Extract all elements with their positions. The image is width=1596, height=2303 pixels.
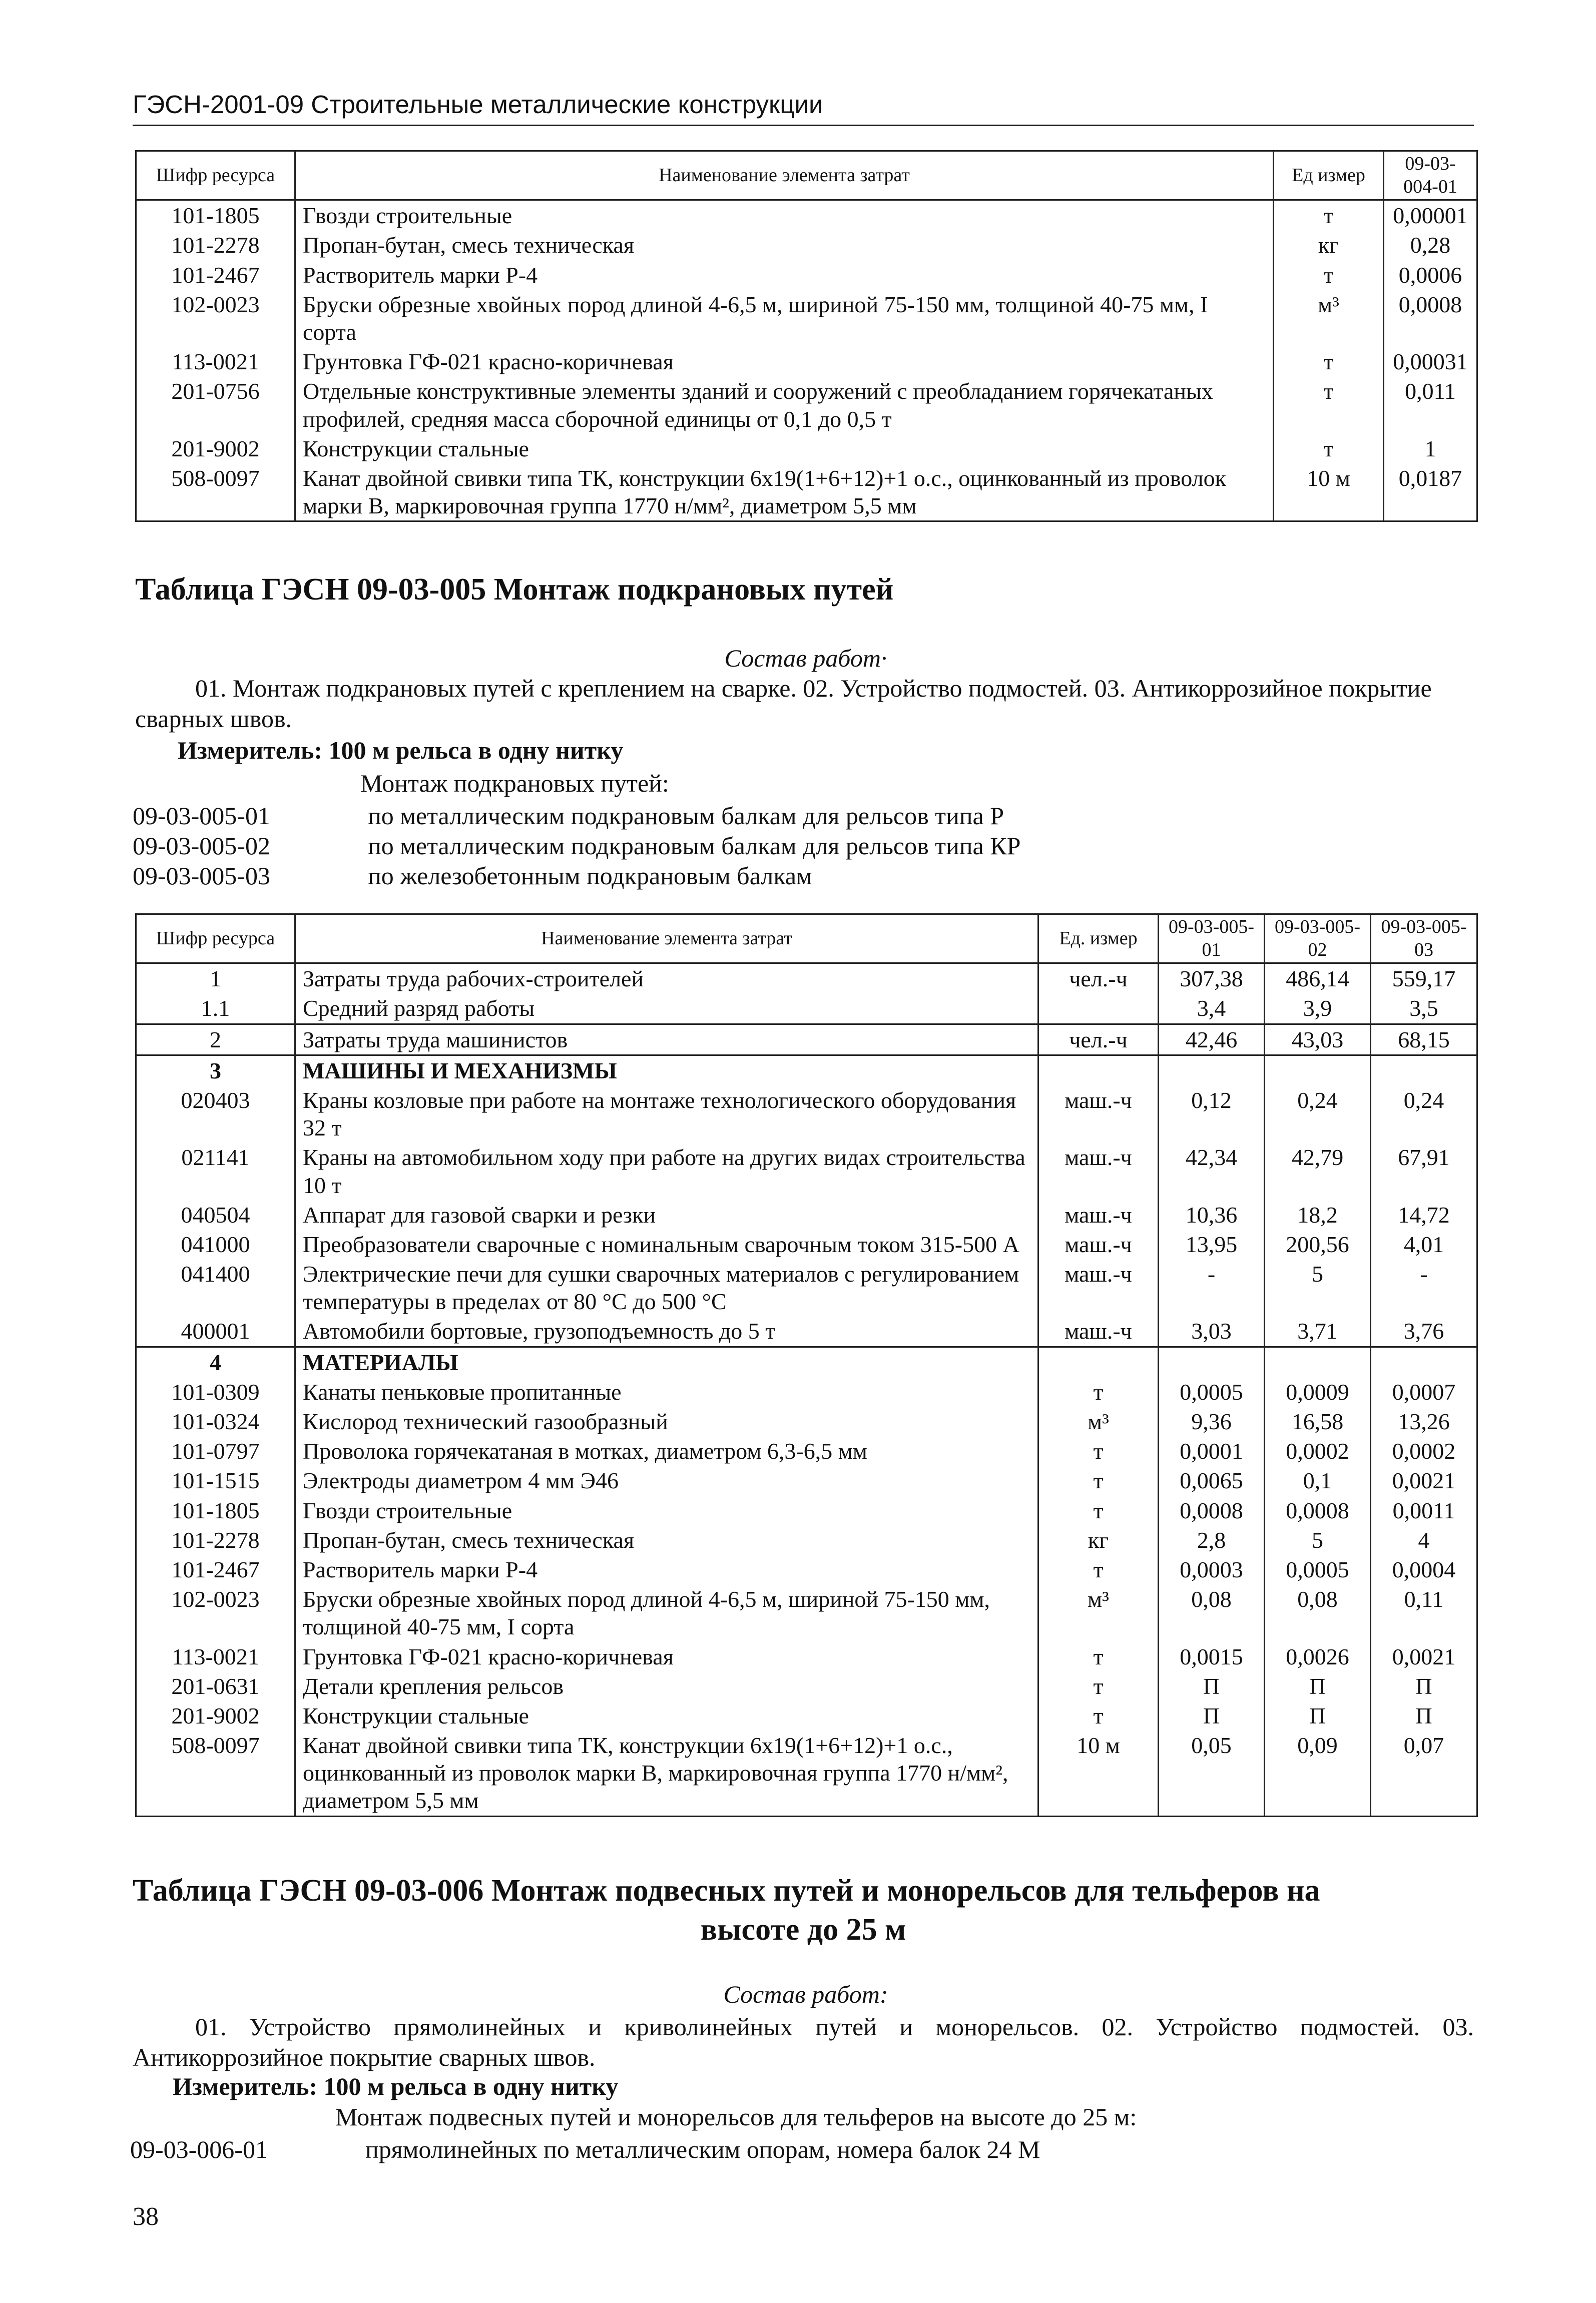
value-cell: 0,0003 bbox=[1159, 1555, 1265, 1584]
cost-element-cell: Кислород технический газообразный bbox=[295, 1407, 1038, 1436]
value-cell: 0,24 bbox=[1265, 1085, 1371, 1142]
resource-code-cell: 102-0023 bbox=[136, 1584, 295, 1641]
cost-element-cell: Проволока горячекатаная в мотках, диаметром 6,3-6,5 мм bbox=[295, 1436, 1038, 1466]
value-cell: 16,58 bbox=[1265, 1407, 1371, 1436]
value-cell: 0,0008 bbox=[1265, 1496, 1371, 1525]
table-row bbox=[136, 260, 1477, 290]
value-cell: 13,95 bbox=[1159, 1230, 1265, 1259]
table-row bbox=[136, 200, 1477, 231]
table-row bbox=[136, 1407, 1477, 1436]
cost-element-cell: Грунтовка ГФ-021 красно-коричневая bbox=[295, 1642, 1038, 1671]
table-row bbox=[136, 1436, 1477, 1466]
value-cell: 0,07 bbox=[1371, 1731, 1477, 1816]
value-cell: 0,09 bbox=[1265, 1731, 1371, 1816]
cost-element-cell: МАШИНЫ И МЕХАНИЗМЫ bbox=[295, 1055, 1038, 1085]
value-cell: 0,0065 bbox=[1159, 1466, 1265, 1495]
table-row bbox=[136, 1525, 1477, 1555]
table-row bbox=[136, 434, 1477, 463]
resource-code-cell: 4 bbox=[136, 1347, 295, 1377]
table-row bbox=[136, 347, 1477, 376]
measure-line-2: Измеритель: 100 м рельса в одну нитку bbox=[173, 2072, 619, 2100]
resource-code-cell: 021141 bbox=[136, 1142, 295, 1200]
column-header: 09-03-005-03 bbox=[1371, 914, 1477, 963]
unit-cell: т bbox=[1274, 434, 1384, 463]
value-cell: 3,03 bbox=[1159, 1316, 1265, 1347]
resource-code-cell: 508-0097 bbox=[136, 463, 295, 521]
unit-cell: т bbox=[1038, 1701, 1159, 1731]
cost-element-cell: Затраты труда машинистов bbox=[295, 1024, 1038, 1055]
table-row bbox=[136, 376, 1477, 433]
value-cell: - bbox=[1159, 1259, 1265, 1316]
resource-code-cell: 201-9002 bbox=[136, 1701, 295, 1731]
resource-code-cell: 102-0023 bbox=[136, 290, 295, 347]
variant-text: по металлическим подкрановым балкам для рельсов типа КР bbox=[368, 832, 1021, 860]
value-cell bbox=[1159, 1347, 1265, 1377]
value-cell: 42,46 bbox=[1159, 1024, 1265, 1055]
resource-code-cell: 2 bbox=[136, 1024, 295, 1055]
value-cell: 4,01 bbox=[1371, 1230, 1477, 1259]
cost-element-cell: Растворитель марки Р-4 bbox=[295, 260, 1274, 290]
cost-element-cell: Краны козловые при работе на монтаже технологического оборудования 32 т bbox=[295, 1085, 1038, 1142]
table-row bbox=[136, 1259, 1477, 1316]
value-cell: 3,4 bbox=[1159, 993, 1265, 1024]
table-row bbox=[136, 1230, 1477, 1259]
resource-code-cell: 400001 bbox=[136, 1316, 295, 1347]
running-header: ГЭСН-2001-09 Строительные металлические конструкции bbox=[133, 90, 1474, 126]
value-cell: 0,12 bbox=[1159, 1085, 1265, 1142]
resource-code-cell: 101-2278 bbox=[136, 230, 295, 260]
value-cell: 0,0187 bbox=[1384, 463, 1477, 521]
unit-cell bbox=[1038, 993, 1159, 1024]
value-cell: 9,36 bbox=[1159, 1407, 1265, 1436]
unit-cell: маш.-ч bbox=[1038, 1259, 1159, 1316]
resource-code-cell: 101-2278 bbox=[136, 1525, 295, 1555]
value-cell: П bbox=[1371, 1671, 1477, 1701]
cost-element-cell: Электрические печи для сушки сварочных материалов с регулированием температуры в пределах от 80 °С до 500 °С bbox=[295, 1259, 1038, 1316]
unit-cell: т bbox=[1038, 1466, 1159, 1495]
unit-cell: т bbox=[1038, 1671, 1159, 1701]
measure-line: Измеритель: 100 м рельса в одну нитку bbox=[178, 736, 624, 764]
value-cell: П bbox=[1265, 1671, 1371, 1701]
cost-element-cell: Бруски обрезные хвойных пород длиной 4-6,5 м, шириной 75-150 мм, толщиной 40-75 мм, I сорта bbox=[295, 1584, 1038, 1641]
value-cell: 0,0006 bbox=[1384, 260, 1477, 290]
table-row bbox=[136, 1584, 1477, 1641]
value-cell: 18,2 bbox=[1265, 1200, 1371, 1230]
variant-code: 09-03-005-02 bbox=[133, 832, 270, 860]
resource-code-cell: 041000 bbox=[136, 1230, 295, 1259]
resource-code-cell: 508-0097 bbox=[136, 1731, 295, 1816]
unit-cell: м³ bbox=[1038, 1584, 1159, 1641]
value-cell: 4 bbox=[1371, 1525, 1477, 1555]
group-title: Монтаж подкрановых путей: bbox=[360, 769, 669, 797]
value-cell: 0,1 bbox=[1265, 1466, 1371, 1495]
variant-item bbox=[133, 801, 1020, 831]
variant-text: прямолинейных по металлическим опорам, номера балок 24 М bbox=[365, 2135, 1040, 2163]
value-cell: 0,0008 bbox=[1159, 1496, 1265, 1525]
value-cell: 0,0021 bbox=[1371, 1466, 1477, 1495]
value-cell: 0,08 bbox=[1265, 1584, 1371, 1641]
cost-element-cell: МАТЕРИАЛЫ bbox=[295, 1347, 1038, 1377]
unit-cell bbox=[1038, 1347, 1159, 1377]
resource-code-cell: 101-0309 bbox=[136, 1377, 295, 1407]
unit-cell: т bbox=[1274, 260, 1384, 290]
value-cell: 2,8 bbox=[1159, 1525, 1265, 1555]
unit-cell bbox=[1038, 1055, 1159, 1085]
resource-code-cell: 201-0756 bbox=[136, 376, 295, 433]
resource-code-cell: 040504 bbox=[136, 1200, 295, 1230]
unit-cell: 10 м bbox=[1274, 463, 1384, 521]
resource-code-cell: 201-9002 bbox=[136, 434, 295, 463]
resource-code-cell: 201-0631 bbox=[136, 1671, 295, 1701]
variant-code: 09-03-005-01 bbox=[133, 802, 270, 830]
value-cell: 3,71 bbox=[1265, 1316, 1371, 1347]
resource-code-cell: 101-1515 bbox=[136, 1466, 295, 1495]
resource-code-cell: 101-2467 bbox=[136, 1555, 295, 1584]
unit-cell: т bbox=[1038, 1496, 1159, 1525]
column-header: 09-03-005-01 bbox=[1159, 914, 1265, 963]
unit-cell: т bbox=[1274, 347, 1384, 376]
unit-cell: маш.-ч bbox=[1038, 1142, 1159, 1200]
value-cell: 10,36 bbox=[1159, 1200, 1265, 1230]
value-cell: 3,9 bbox=[1265, 993, 1371, 1024]
table-title-09-03-006 bbox=[133, 1872, 1474, 1949]
unit-cell: чел.-ч bbox=[1038, 1024, 1159, 1055]
table-row bbox=[136, 230, 1477, 260]
resource-code-cell: 101-0797 bbox=[136, 1436, 295, 1466]
resource-table-09-03-004 bbox=[135, 150, 1478, 522]
unit-cell: маш.-ч bbox=[1038, 1316, 1159, 1347]
value-cell: 14,72 bbox=[1371, 1200, 1477, 1230]
table-row bbox=[136, 1024, 1477, 1055]
unit-cell: т bbox=[1038, 1642, 1159, 1671]
table-row bbox=[136, 1466, 1477, 1495]
cost-element-cell: Конструкции стальные bbox=[295, 434, 1274, 463]
column-header: 09-03-004-01 bbox=[1384, 151, 1477, 200]
resource-table-09-03-005 bbox=[135, 913, 1478, 1817]
value-cell: 0,05 bbox=[1159, 1731, 1265, 1816]
cost-element-cell: Детали крепления рельсов bbox=[295, 1671, 1038, 1701]
value-cell: 0,0008 bbox=[1384, 290, 1477, 347]
cost-element-cell: Краны на автомобильном ходу при работе на других видах строительства 10 т bbox=[295, 1142, 1038, 1200]
cost-element-cell: Затраты труда рабочих-строителей bbox=[295, 963, 1038, 994]
value-cell: 200,56 bbox=[1265, 1230, 1371, 1259]
value-cell: 0,28 bbox=[1384, 230, 1477, 260]
value-cell: 3,76 bbox=[1371, 1316, 1477, 1347]
value-cell: 0,0001 bbox=[1159, 1436, 1265, 1466]
unit-cell: т bbox=[1038, 1436, 1159, 1466]
value-cell: 0,0002 bbox=[1265, 1436, 1371, 1466]
table-title-line-2: высоте до 25 м bbox=[700, 1912, 906, 1947]
variant-item bbox=[133, 861, 1020, 891]
value-cell: 3,5 bbox=[1371, 993, 1477, 1024]
value-cell: 42,79 bbox=[1265, 1142, 1371, 1200]
table-row bbox=[136, 1316, 1477, 1347]
group-title-2: Монтаж подвесных путей и монорельсов для тельферов на высоте до 25 м: bbox=[335, 2103, 1137, 2131]
value-cell: П bbox=[1371, 1701, 1477, 1731]
cost-element-cell: Канаты пеньковые пропитанные bbox=[295, 1377, 1038, 1407]
table-row bbox=[136, 1671, 1477, 1701]
composition-text-2-value: 01. Устройство прямолинейных и криволинейных путей и монорельсов. 02. Устройство подмостей. 03. Антикоррозийное покрытие сварных швов. bbox=[133, 2013, 1474, 2071]
value-cell: 0,24 bbox=[1371, 1085, 1477, 1142]
cost-element-cell: Пропан-бутан, смесь техническая bbox=[295, 230, 1274, 260]
value-cell: 0,0009 bbox=[1265, 1377, 1371, 1407]
table-row bbox=[136, 1200, 1477, 1230]
composition-text-2 bbox=[133, 2012, 1474, 2073]
unit-cell: кг bbox=[1038, 1525, 1159, 1555]
value-cell: 0,0015 bbox=[1159, 1642, 1265, 1671]
value-cell: П bbox=[1159, 1701, 1265, 1731]
unit-cell: чел.-ч bbox=[1038, 963, 1159, 994]
value-cell: 5 bbox=[1265, 1259, 1371, 1316]
value-cell: 307,38 bbox=[1159, 963, 1265, 994]
resource-code-cell: 101-1805 bbox=[136, 1496, 295, 1525]
resource-code-cell: 113-0021 bbox=[136, 347, 295, 376]
value-cell: 0,011 bbox=[1384, 376, 1477, 433]
table-row bbox=[136, 463, 1477, 521]
composition-text bbox=[135, 673, 1476, 734]
value-cell: 13,26 bbox=[1371, 1407, 1477, 1436]
resource-code-cell: 041400 bbox=[136, 1259, 295, 1316]
table-row bbox=[136, 1085, 1477, 1142]
table-row bbox=[136, 993, 1477, 1024]
table-row bbox=[136, 963, 1477, 994]
table-row bbox=[136, 1701, 1477, 1731]
column-header: Наименование элемента затрат bbox=[295, 151, 1274, 200]
column-header: Шифр ресурса bbox=[136, 914, 295, 963]
table-row bbox=[136, 1377, 1477, 1407]
unit-cell: кг bbox=[1274, 230, 1384, 260]
value-cell: 1 bbox=[1384, 434, 1477, 463]
value-cell: 43,03 bbox=[1265, 1024, 1371, 1055]
value-cell: 0,0026 bbox=[1265, 1642, 1371, 1671]
resource-code-cell: 101-2467 bbox=[136, 260, 295, 290]
value-cell: 0,00001 bbox=[1384, 200, 1477, 231]
value-cell: 0,0005 bbox=[1265, 1555, 1371, 1584]
value-cell bbox=[1371, 1347, 1477, 1377]
value-cell: 0,0007 bbox=[1371, 1377, 1477, 1407]
composition-text-value: 01. Монтаж подкрановых путей с креплением на сварке. 02. Устройство подмостей. 03. Антикоррозийное покрытие сварных швов. bbox=[135, 674, 1432, 733]
unit-cell: т bbox=[1038, 1377, 1159, 1407]
column-header: Наименование элемента затрат bbox=[295, 914, 1038, 963]
value-cell: 67,91 bbox=[1371, 1142, 1477, 1200]
cost-element-cell: Растворитель марки Р-4 bbox=[295, 1555, 1038, 1584]
value-cell: 0,0021 bbox=[1371, 1642, 1477, 1671]
value-cell: П bbox=[1265, 1701, 1371, 1731]
value-cell bbox=[1265, 1055, 1371, 1085]
value-cell bbox=[1371, 1055, 1477, 1085]
resource-code-cell: 1.1 bbox=[136, 993, 295, 1024]
value-cell: 559,17 bbox=[1371, 963, 1477, 994]
column-header: Шифр ресурса bbox=[136, 151, 295, 200]
composition-label-2: Состав работ: bbox=[723, 1980, 888, 2008]
cost-element-cell: Гвозди строительные bbox=[295, 1496, 1038, 1525]
cost-element-cell: Автомобили бортовые, грузоподъемность до 5 т bbox=[295, 1316, 1038, 1347]
table-row bbox=[136, 1555, 1477, 1584]
resource-code-cell: 3 bbox=[136, 1055, 295, 1085]
value-cell bbox=[1265, 1347, 1371, 1377]
resource-code-cell: 101-0324 bbox=[136, 1407, 295, 1436]
cost-element-cell: Бруски обрезные хвойных пород длиной 4-6,5 м, шириной 75-150 мм, толщиной 40-75 мм, I сорта bbox=[295, 290, 1274, 347]
variant-code: 09-03-006-01 bbox=[130, 2135, 268, 2163]
unit-cell: м³ bbox=[1274, 290, 1384, 347]
cost-element-cell: Канат двойной свивки типа ТК, конструкции 6х19(1+6+12)+1 о.с., оцинкованный из проволок марки В, маркировочная группа 1770 н/мм², диаметром 5,5 мм bbox=[295, 1731, 1038, 1816]
cost-element-cell: Пропан-бутан, смесь техническая bbox=[295, 1525, 1038, 1555]
composition-label: Состав работ· bbox=[724, 644, 887, 672]
unit-cell: маш.-ч bbox=[1038, 1200, 1159, 1230]
resource-code-cell: 101-1805 bbox=[136, 200, 295, 231]
variant-text: по металлическим подкрановым балкам для рельсов типа Р bbox=[368, 802, 1004, 830]
table-row bbox=[136, 1496, 1477, 1525]
cost-element-cell: Гвозди строительные bbox=[295, 200, 1274, 231]
value-cell: 68,15 bbox=[1371, 1024, 1477, 1055]
variant-code: 09-03-005-03 bbox=[133, 862, 270, 890]
column-header: Ед. измер bbox=[1038, 914, 1159, 963]
value-cell: 5 bbox=[1265, 1525, 1371, 1555]
value-cell: 0,0011 bbox=[1371, 1496, 1477, 1525]
variant-list bbox=[133, 801, 1020, 891]
cost-element-cell: Электроды диаметром 4 мм Э46 bbox=[295, 1466, 1038, 1495]
value-cell: П bbox=[1159, 1671, 1265, 1701]
value-cell: 486,14 bbox=[1265, 963, 1371, 994]
cost-element-cell: Канат двойной свивки типа ТК, конструкции 6х19(1+6+12)+1 о.с., оцинкованный из проволок марки В, маркировочная группа 1770 н/мм², диаметром 5,5 мм bbox=[295, 463, 1274, 521]
variant-item bbox=[130, 2134, 1040, 2164]
resource-code-cell: 113-0021 bbox=[136, 1642, 295, 1671]
variant-list-2 bbox=[130, 2134, 1040, 2164]
value-cell bbox=[1159, 1055, 1265, 1085]
table-row bbox=[136, 1055, 1477, 1085]
value-cell: 0,00031 bbox=[1384, 347, 1477, 376]
table-title-line-1: Таблица ГЭСН 09-03-006 Монтаж подвесных путей и монорельсов для тельферов на bbox=[133, 1874, 1320, 1908]
page-number: 38 bbox=[133, 2202, 159, 2231]
cost-element-cell: Отдельные конструктивные элементы зданий и сооружений с преобладанием горячекатаных профилей, средняя масса сборочной единицы от 0,1 до 0,5 т bbox=[295, 376, 1274, 433]
value-cell: 0,08 bbox=[1159, 1584, 1265, 1641]
cost-element-cell: Аппарат для газовой сварки и резки bbox=[295, 1200, 1038, 1230]
unit-cell: маш.-ч bbox=[1038, 1085, 1159, 1142]
column-header: Ед измер bbox=[1274, 151, 1384, 200]
value-cell: 0,11 bbox=[1371, 1584, 1477, 1641]
unit-cell: маш.-ч bbox=[1038, 1230, 1159, 1259]
cost-element-cell: Конструкции стальные bbox=[295, 1701, 1038, 1731]
table-title-09-03-005: Таблица ГЭСН 09-03-005 Монтаж подкрановых путей bbox=[135, 572, 894, 607]
table-row bbox=[136, 1142, 1477, 1200]
resource-code-cell: 1 bbox=[136, 963, 295, 994]
unit-cell: т bbox=[1274, 376, 1384, 433]
value-cell: 0,0002 bbox=[1371, 1436, 1477, 1466]
table-row bbox=[136, 1642, 1477, 1671]
column-header: 09-03-005-02 bbox=[1265, 914, 1371, 963]
unit-cell: т bbox=[1038, 1555, 1159, 1584]
cost-element-cell: Грунтовка ГФ-021 красно-коричневая bbox=[295, 347, 1274, 376]
resource-code-cell: 020403 bbox=[136, 1085, 295, 1142]
unit-cell: т bbox=[1274, 200, 1384, 231]
unit-cell: 10 м bbox=[1038, 1731, 1159, 1816]
table-row bbox=[136, 1731, 1477, 1816]
table-row bbox=[136, 1347, 1477, 1377]
unit-cell: м³ bbox=[1038, 1407, 1159, 1436]
cost-element-cell: Средний разряд работы bbox=[295, 993, 1038, 1024]
value-cell: 0,0004 bbox=[1371, 1555, 1477, 1584]
variant-text: по железобетонным подкрановым балкам bbox=[368, 862, 812, 890]
table-row bbox=[136, 290, 1477, 347]
value-cell: 0,0005 bbox=[1159, 1377, 1265, 1407]
variant-item bbox=[133, 831, 1020, 861]
value-cell: 42,34 bbox=[1159, 1142, 1265, 1200]
value-cell: - bbox=[1371, 1259, 1477, 1316]
cost-element-cell: Преобразователи сварочные с номинальным сварочным током 315-500 А bbox=[295, 1230, 1038, 1259]
